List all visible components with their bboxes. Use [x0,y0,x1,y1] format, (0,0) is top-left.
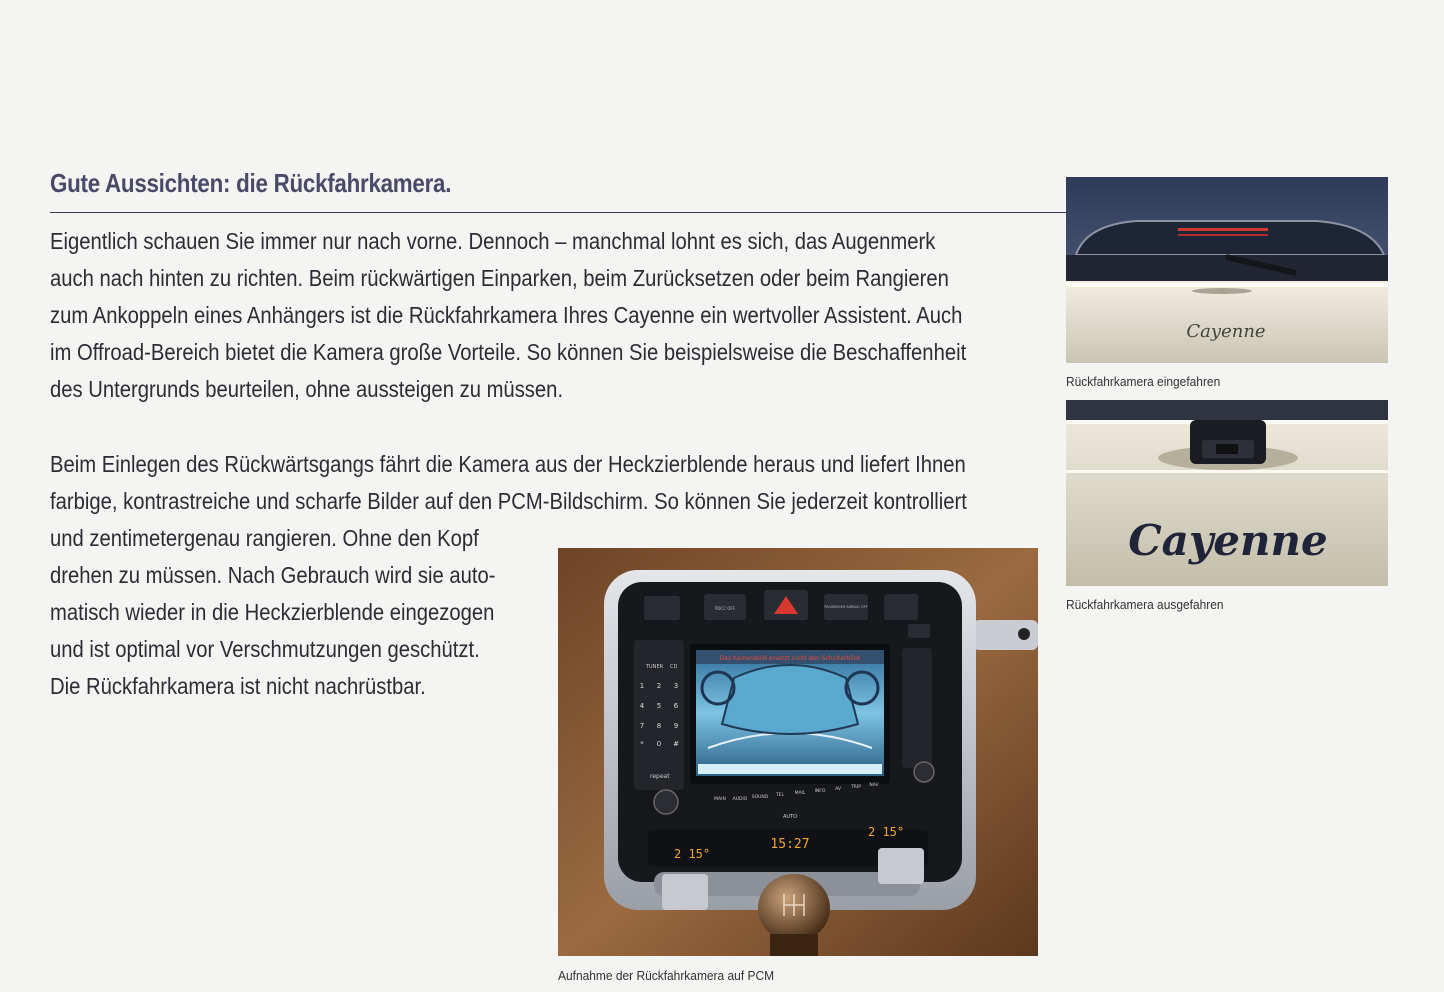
tuner-label: TUNER [646,664,664,670]
softkey-sound: SOUND [751,795,769,800]
softkey-mail: MAIL [794,791,806,796]
page-title: Gute Aussichten: die Rückfahrkamera. [50,168,452,198]
retracted-badge: Cayenne [1186,321,1266,342]
photo-pcm-dashboard [558,548,1038,956]
temp-right-display: 2 15° [868,825,905,839]
clock-display: 15:27 [770,837,810,852]
repeat-label: repeat [650,773,670,780]
key-6: 6 [673,702,679,710]
softkey-av: AV [835,787,841,792]
caption-retracted: Rückfahrkamera eingefahren [1066,374,1221,389]
photo-camera-extended [1066,400,1388,586]
key-5: 5 [656,702,662,710]
key-7: 7 [639,722,645,730]
softkey-info: INFO [814,789,826,794]
softkey-nav: NAV [869,783,879,788]
intro-paragraph: Eigentlich schauen Sie immer nur nach vorne. Dennoch – manchmal lohnt es sich, das Augenmerk auch nach hinten zu richten. Beim rückwärtigen Einparken, beim Zurücksetzen oder beim Rangieren zum Ankoppeln eines Anhängers ist die Rückfahrkamera Ihres Cayenne ein wertvoller Assistent. Auch im Offroad-Bereich bietet die Kamera große Vorteile. So können Sie beispielsweise die Beschaffenheit des Untergrunds beurteilen, ohne aussteigen zu müssen. [50,228,967,402]
top-button-airbag: PASSENGER AIRBAG OFF [824,605,868,609]
key-1: 1 [639,682,645,690]
key-9: 9 [673,722,679,730]
extended-badge: Cayenne [1128,516,1328,565]
temp-left-display: 2 15° [674,847,711,861]
softkey-tel: TEL [775,793,785,798]
softkey-trip: TRIP [851,785,861,790]
key-8: 8 [656,722,662,730]
top-button-pdcc: PDCC OFF [714,606,736,611]
auto-label: AUTO [782,814,798,820]
softkey-main: MAIN [714,797,726,802]
softkey-audio: AUDIO [732,797,748,802]
key-hash: # [673,740,679,748]
heading-rule [50,212,1068,213]
key-4: 4 [639,702,645,710]
key-2: 2 [656,682,662,690]
screen-message: Das Kamerabild ersetzt nicht den Schulterblick [719,655,861,662]
key-0: 0 [656,740,662,748]
caption-extended: Rückfahrkamera ausgefahren [1066,597,1224,612]
cd-label: CD [670,664,678,670]
photo-camera-retracted [1066,177,1388,363]
body-paragraph-bottom: und zentimetergenau rangieren. Ohne den Kopf drehen zu müssen. Nach Gebrauch wird sie auto- matisch wieder in die Heckzierblende eingezogen und ist optimal vor Verschmutzungen geschützt. Die Rückfahrkamera ist nicht nachrüstbar. [50,525,496,699]
key-3: 3 [673,682,679,690]
body-paragraph-top: Beim Einlegen des Rückwärtsgangs fährt die Kamera aus der Heckzierblende heraus und liefert Ihnen farbige, kontrastreiche und scharfe Bilder auf den PCM-Bildschirm. So können Sie jederzeit kontrolliert [50,451,967,514]
caption-pcm: Aufnahme der Rückfahrkamera auf PCM [558,968,775,983]
key-star: * [640,740,644,748]
